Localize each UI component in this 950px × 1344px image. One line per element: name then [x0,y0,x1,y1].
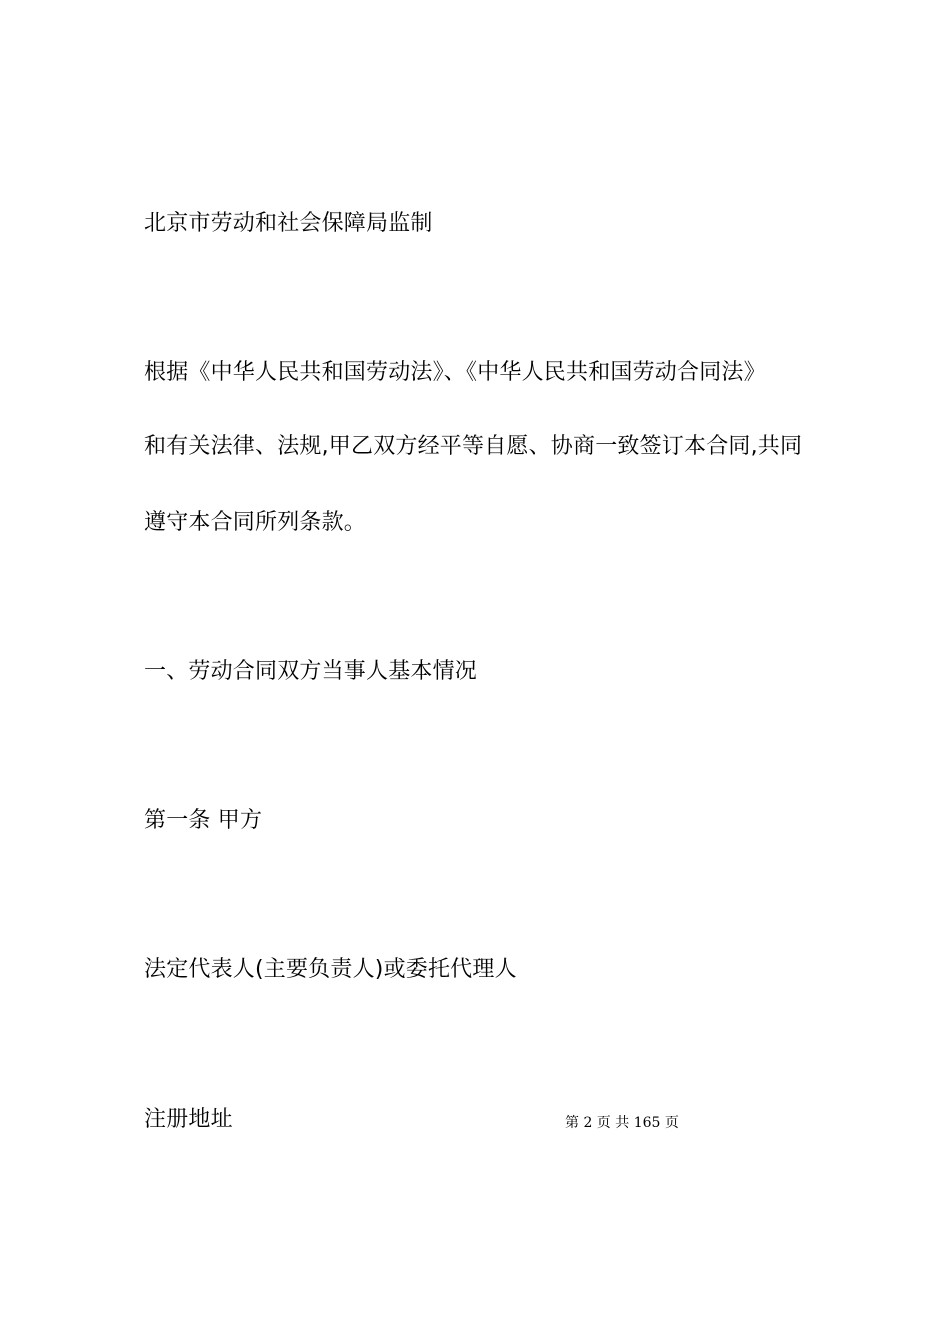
page-number: 第 2 页 共 165 页 [565,1115,679,1131]
legal-representative-label: 法定代表人(主要负责人)或委托代理人 [144,957,517,982]
preamble-line-3: 遵守本合同所列条款。 [144,510,367,535]
article-one-title: 第一条 甲方 [144,808,263,833]
preamble-line-2: 和有关法律、法规,甲乙双方经平等自愿、协商一致签订本合同,共同 [144,434,803,459]
registered-address-label: 注册地址 [144,1107,233,1132]
preamble-line-1: 根据《中华人民共和国劳动法》、《中华人民共和国劳动合同法》 [144,360,766,385]
section-one-heading: 一、劳动合同双方当事人基本情况 [144,659,478,684]
supervisor-line: 北京市劳动和社会保障局监制 [144,211,433,236]
